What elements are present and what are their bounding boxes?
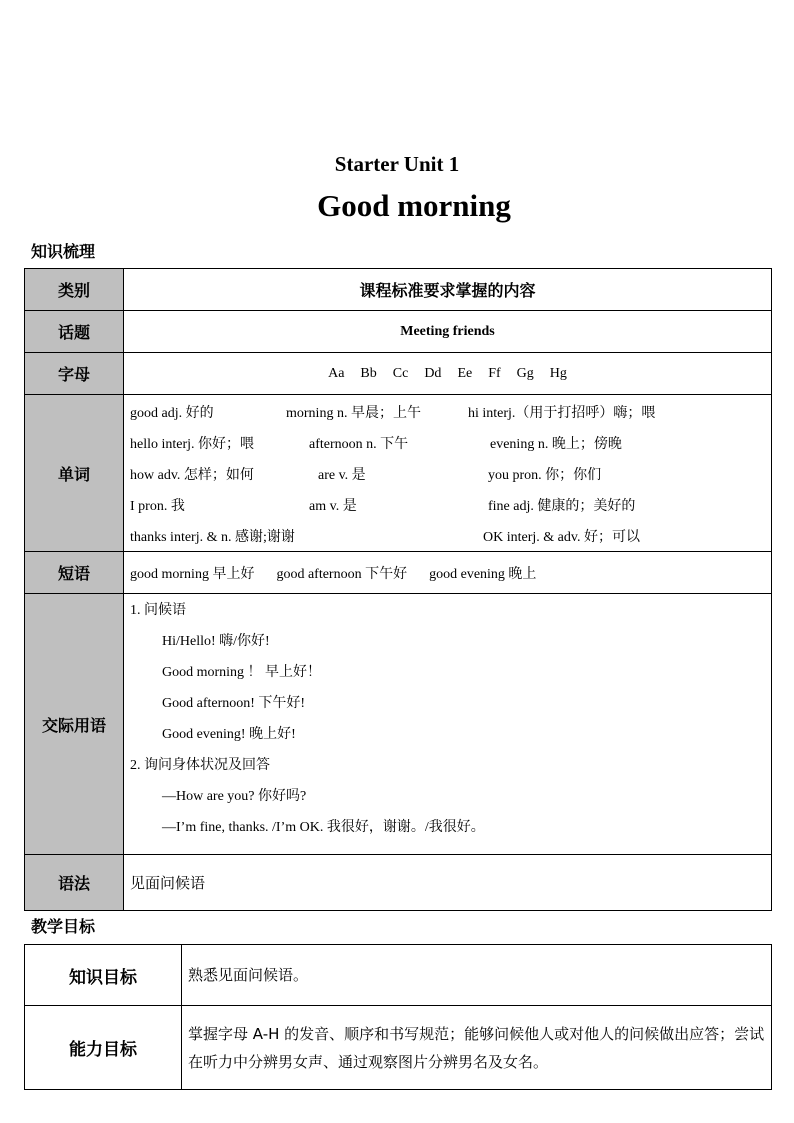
vocab-cell [124, 395, 772, 552]
section-heading-objectives: 教学目标 [31, 917, 96, 936]
letter-item: Cc [392, 365, 409, 381]
vocab-item: hello interj. 你好；喂 [130, 437, 255, 452]
vocab-item: evening n. 晚上；傍晚 [490, 437, 622, 452]
col-content-header: 课程标准要求掌握的内容 [124, 269, 772, 311]
communication-item: Hi/Hello! 嗨/你好! [162, 634, 270, 649]
vocab-item: are v. 是 [318, 468, 366, 483]
grammar-value: 见面问候语 [124, 855, 772, 911]
communication-item: 1. 问候语 [130, 603, 186, 618]
vocab-label: 单词 [25, 395, 124, 552]
communication-item: Good evening! 晚上好! [162, 727, 296, 742]
phrase-item: good morning 早上好 [130, 566, 255, 582]
vocab-row [25, 395, 772, 552]
topic-label: 话题 [25, 311, 124, 353]
vocab-item: I pron. 我 [130, 499, 185, 514]
vocab-item: hi interj.（用于打招呼）嗨；喂 [468, 406, 656, 421]
objective-row [25, 1006, 772, 1090]
objective-text: 熟悉见面问候语。 [182, 945, 772, 1006]
grammar-label: 语法 [25, 855, 124, 911]
vocab-item: good adj. 好的 [130, 406, 214, 421]
vocab-item: fine adj. 健康的；美好的 [488, 499, 636, 514]
objective-label: 知识目标 [25, 945, 182, 1006]
knowledge-table [24, 268, 772, 911]
letter-item: Ff [488, 365, 501, 381]
letters-label: 字母 [25, 353, 124, 395]
vocab-item: am v. 是 [309, 499, 357, 514]
vocab-item: OK interj. & adv. 好；可以 [483, 530, 640, 545]
vocab-item: thanks interj. & n. 感谢;谢谢 [130, 530, 295, 545]
communication-item: Good morning ！ 早上好！ [162, 665, 322, 680]
phrase-item: good evening 晚上 [429, 566, 537, 582]
vocab-item: how adv. 怎样；如何 [130, 468, 254, 483]
topic-row [25, 311, 772, 353]
vocab-item: you pron. 你；你们 [488, 468, 602, 483]
communication-row [25, 594, 772, 855]
letters-row [25, 353, 772, 395]
communication-item: —How are you? 你好吗? [162, 789, 307, 804]
grammar-row [25, 855, 772, 911]
objective-label: 能力目标 [25, 1006, 182, 1090]
letters-list [124, 353, 772, 395]
letter-item: Ee [457, 365, 473, 381]
phrase-item: good afternoon 下午好 [276, 566, 408, 582]
letter-item: Hg [549, 365, 567, 381]
phrases-list [124, 552, 772, 594]
communication-label: 交际用语 [25, 594, 124, 855]
letter-item: Gg [516, 365, 534, 381]
letter-item: Dd [424, 365, 442, 381]
objective-row [25, 945, 772, 1006]
objectives-table [24, 944, 772, 1090]
communication-item: 2. 询问身体状况及回答 [130, 758, 270, 773]
objective-text: 掌握字母 A-H 的发音、顺序和书写规范；能够问候他人或对他人的问候做出应答；尝试在听力中分辨男女声、通过观察图片分辨男名及女名。 [182, 1006, 772, 1090]
vocab-item: afternoon n. 下午 [309, 437, 409, 452]
table-header-row [25, 269, 772, 311]
communication-item: —I’m fine, thanks. /I’m OK. 我很好，谢谢。/我很好。 [162, 820, 485, 835]
vocab-list [124, 395, 771, 551]
page-title: Good morning [317, 188, 511, 223]
phrases-row [25, 552, 772, 594]
col-category-header: 类别 [25, 269, 124, 311]
letter-item: Bb [360, 365, 377, 381]
section-heading-knowledge: 知识梳理 [31, 242, 96, 261]
communication-item: Good afternoon! 下午好! [162, 696, 306, 711]
letter-item: Aa [328, 365, 345, 381]
unit-subtitle: Starter Unit 1 [334, 152, 460, 176]
phrases-label: 短语 [25, 552, 124, 594]
topic-value: Meeting friends [124, 311, 772, 353]
communication-list [124, 594, 772, 855]
vocab-item: morning n. 早晨；上午 [286, 406, 421, 421]
